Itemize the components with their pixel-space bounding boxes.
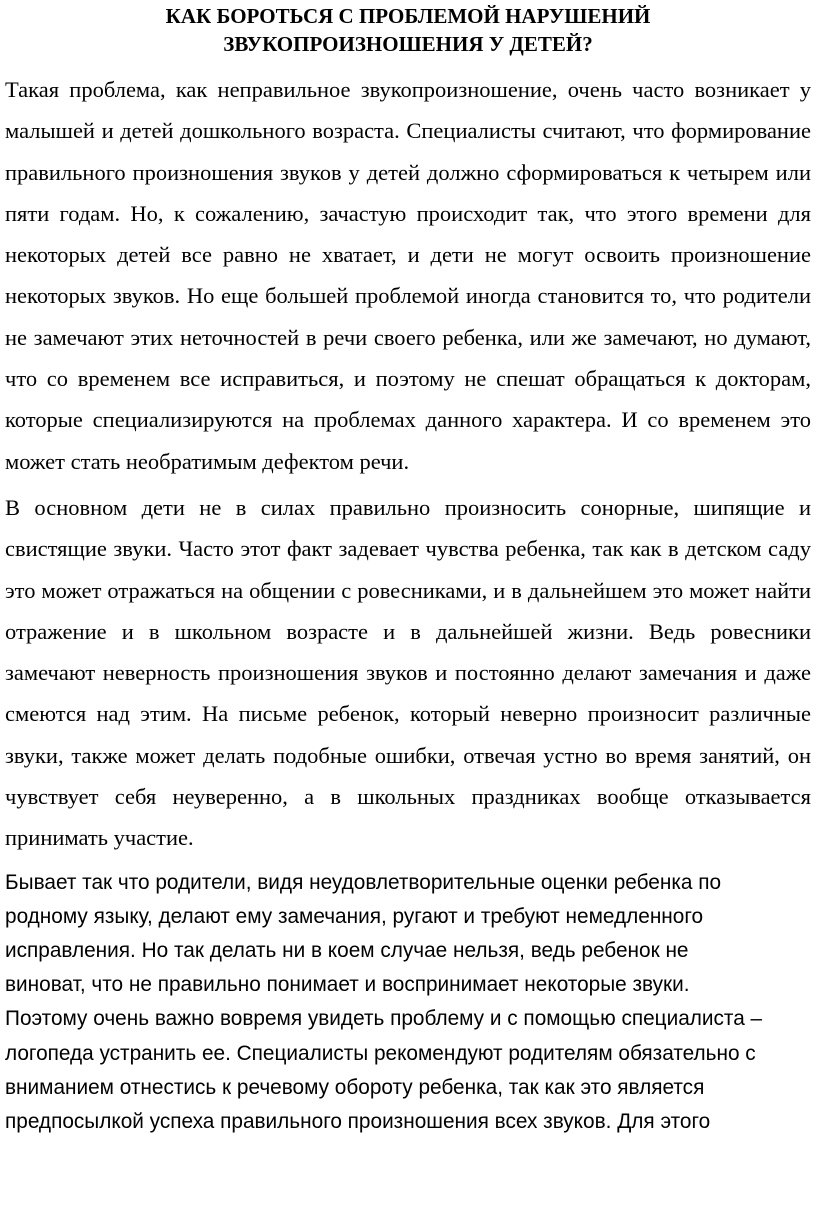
paragraph-1: Такая проблема, как неправильное звукопроизношение, очень часто возникает у малышей и детей дошкольного возраста. Специалисты считают, что формирование правильного произношения звуков у детей должно сформироваться к четырем или пяти годам. Но, к сожалению, зачастую происходит так, что этого времени для некоторых детей все равно не хватает, и дети не могут освоить произношение некоторых звуков. Но еще большей проблемой иногда становится то, что родители не замечают этих неточностей в речи своего ребенка, или же замечают, но думают, что со временем все исправиться, и поэтому не спешат обращаться к докторам, которые специализируются на проблемах данного характера. И со временем это может стать необратимым дефектом речи. [5,77,811,474]
paragraph-3-line: Бывает так что родители, видя неудовлетворительные оценки ребенка по [5,870,722,894]
title-line-2: ЗВУКОПРОИЗНОШЕНИЯ У ДЕТЕЙ? [223,32,593,56]
title-line-1: КАК БОРОТЬСЯ С ПРОБЛЕМОЙ НАРУШЕНИЙ [165,4,651,28]
paragraph-3-line: Поэтому очень важно вовремя увидеть проблему и с помощью специалиста – [5,1007,763,1031]
paragraph-3-line: предпосылкой успеха правильного произношения всех звуков. Для этого [5,1110,711,1134]
document-title [5,2,811,58]
paragraph-3-line: вниманием отнестись к речевому обороту ребенка, так как это является [5,1075,705,1099]
paragraph-3-line: родному языку, делают ему замечания, ругают и требуют немедленного [5,904,704,928]
paragraph-2: В основном дети не в силах правильно произносить сонорные, шипящие и свистящие звуки. Часто этот факт задевает чувства ребенка, так как в детском саду это может отражаться на общении с ровесниками, и в дальнейшем это может найти отражение и в школьном возрасте и в дальнейшей жизни. Ведь ровесники замечают неверность произношения звуков и постоянно делают замечания и даже смеются над этим. На письме ребенок, который неверно произносит различные звуки, также может делать подобные ошибки, отвечая устно во время занятий, он чувствует себя неуверенно, а в школьных праздниках вообще отказывается принимать участие. [5,494,811,851]
paragraph-3-line: логопеда устранить ее. Специалисты рекомендуют родителям обязательно с [5,1041,756,1065]
paragraph-3 [5,866,811,1140]
paragraph-3-line: исправления. Но так делать ни в коем случае нельзя, ведь ребенок не [5,939,689,963]
paragraph-3-line: виноват, что не правильно понимает и воспринимает некоторые звуки. [5,973,690,997]
